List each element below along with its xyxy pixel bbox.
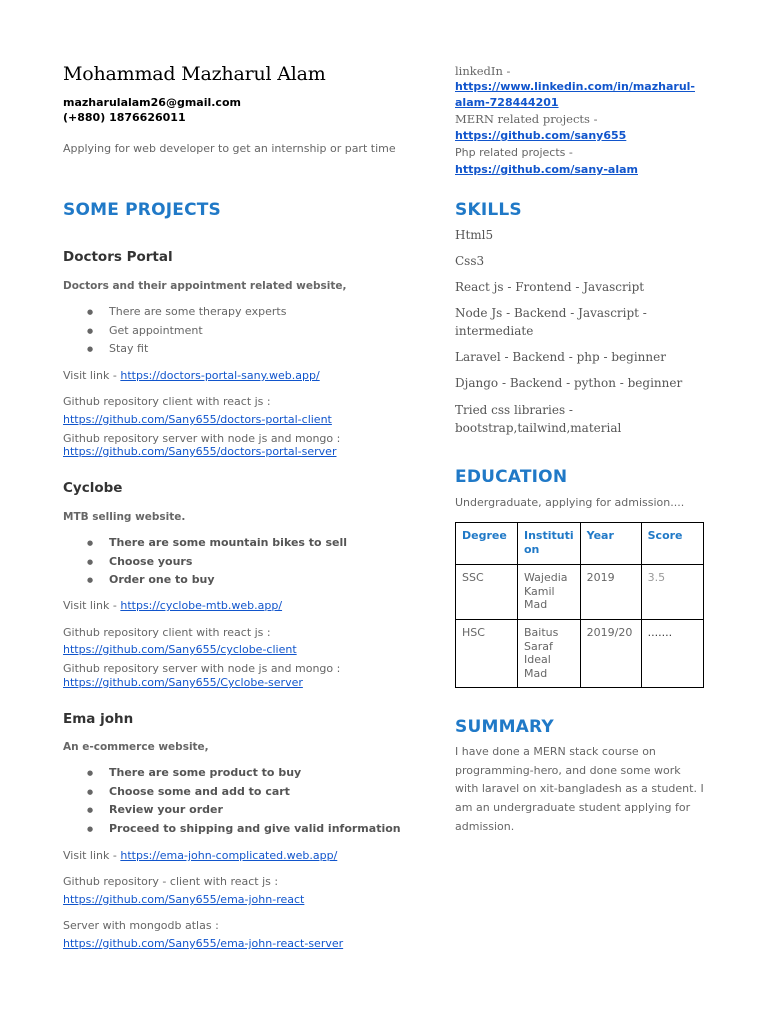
list-item: ● Choose yours [85,553,347,572]
client-repo-link[interactable]: https://github.com/Sany655/ema-john-react [63,893,305,906]
php-label: Php related projects - [455,146,573,159]
project-title: Cyclobe [63,480,123,496]
visit-label: Visit link - [63,599,121,612]
project-bullets [85,303,286,359]
table-cell: 3.5 [641,565,703,620]
table-row [456,620,704,688]
project-title: Ema john [63,711,134,727]
skill-item: Css3 [455,254,485,268]
table-header: Instituti on [518,523,581,565]
list-item: ● Review your order [85,801,401,820]
server-repo-label: Server with mongodb atlas : [63,919,219,932]
skills-heading: SKILLS [455,200,522,220]
skill-item: Django - Backend - python - beginner [455,376,683,390]
visit-link-row [63,849,337,862]
summary-heading: SUMMARY [455,717,554,737]
project-bullets [85,764,401,839]
resume-name: Mohammad Mazharul Alam [63,63,326,85]
visit-link[interactable]: https://cyclobe-mtb.web.app/ [120,599,283,612]
visit-link[interactable]: https://ema-john-complicated.web.app/ [120,849,338,862]
visit-label: Visit link - [63,849,121,862]
project-title: Doctors Portal [63,249,173,265]
linkedin-label: linkedIn - [455,64,511,78]
table-row [456,565,704,620]
client-repo-label: Github repository - client with react js : [63,875,279,888]
skill-item: Html5 [455,228,494,242]
skill-item: bootstrap,tailwind,material [455,421,622,435]
skill-item: Laravel - Backend - php - beginner [455,350,666,364]
list-item: ● There are some mountain bikes to sell [85,534,347,553]
table-cell: 2019 [580,565,641,620]
skill-item: Node Js - Backend - Javascript - [455,306,647,320]
linkedin-link[interactable]: https://www.linkedin.com/in/mazharul- [455,80,695,93]
server-repo-link[interactable]: https://github.com/Sany655/doctors-portal-server [63,445,337,458]
list-item: ● There are some product to buy [85,764,401,783]
phone-text: (+880) 1876626011 [63,111,186,124]
server-repo-label: Github repository server with node js and mongo : [63,432,341,445]
table-cell: Wajedia Kamil Mad [518,565,581,620]
list-item: ● There are some therapy experts [85,303,286,322]
list-item: ● Stay fit [85,340,286,359]
education-heading: EDUCATION [455,467,568,487]
table-header-row [456,523,704,565]
client-repo-link[interactable]: https://github.com/Sany655/doctors-portal-client [63,413,332,426]
table-cell: Baitus Saraf Ideal Mad [518,620,581,688]
server-repo-label: Github repository server with node js and mongo : [63,662,341,675]
visit-link[interactable]: https://doctors-portal-sany.web.app/ [120,369,320,382]
table-header: Degree [456,523,518,565]
list-item: ● Choose some and add to cart [85,783,401,802]
table-header: Score [641,523,703,565]
email-text: mazharulalam26@gmail.com [63,96,241,109]
objective-text: Applying for web developer to get an internship or part time [63,142,396,155]
client-repo-label: Github repository client with react js : [63,626,271,639]
client-repo-link[interactable]: https://github.com/Sany655/cyclobe-client [63,643,297,656]
table-cell: ....... [641,620,703,688]
education-table [455,522,704,688]
skill-item: intermediate [455,324,534,338]
project-description: An e-commerce website, [63,741,209,753]
visit-link-row [63,369,320,382]
skill-item: React js - Frontend - Javascript [455,280,645,294]
visit-link-row [63,599,282,612]
education-note: Undergraduate, applying for admission.... [455,496,685,509]
project-description: MTB selling website. [63,511,186,523]
table-cell: SSC [456,565,518,620]
project-description: Doctors and their appointment related website, [63,280,347,292]
list-item: ● Get appointment [85,322,286,341]
server-repo-link[interactable]: https://github.com/Sany655/ema-john-react-server [63,937,344,950]
summary-text: I have done a MERN stack course on programming-hero, and done some work with laravel on xit-bangladesh as a student. I am an undergraduate student applying for admission. [455,745,704,833]
client-repo-label: Github repository client with react js : [63,395,271,408]
visit-label: Visit link - [63,369,121,382]
php-link[interactable]: https://github.com/sany-alam [455,163,638,176]
linkedin-link-cont[interactable]: alam-728444201 [455,96,559,109]
projects-heading: SOME PROJECTS [63,200,221,220]
skill-item: Tried css libraries - [455,403,573,417]
table-cell: HSC [456,620,518,688]
server-repo-link[interactable]: https://github.com/Sany655/Cyclobe-server [63,676,303,689]
list-item: ● Proceed to shipping and give valid information [85,820,401,839]
table-header: Year [580,523,641,565]
table-cell: 2019/20 [580,620,641,688]
mern-label: MERN related projects - [455,112,598,126]
mern-link[interactable]: https://github.com/sany655 [455,129,627,142]
list-item: ● Order one to buy [85,571,347,590]
project-bullets [85,534,347,590]
